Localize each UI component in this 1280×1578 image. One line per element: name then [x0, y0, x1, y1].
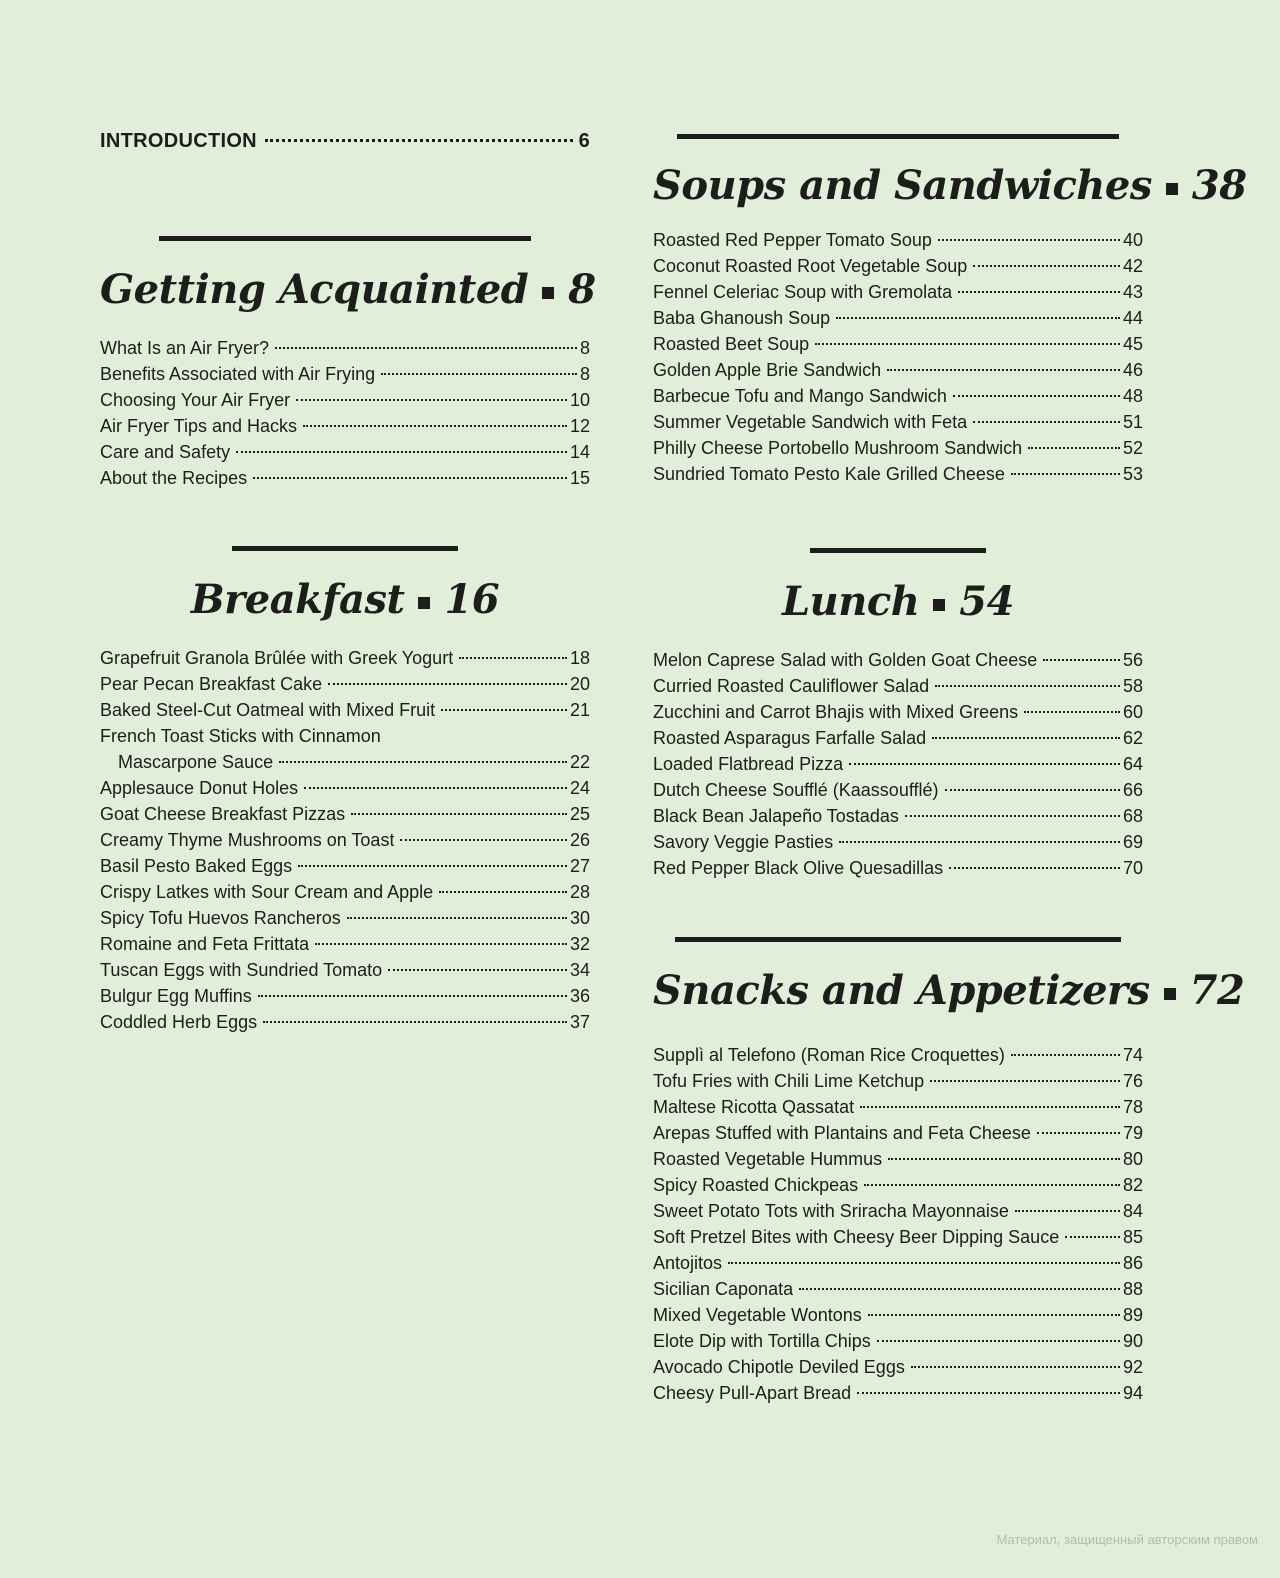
section-rule [810, 548, 986, 553]
entry-title: Crispy Latkes with Sour Cream and Apple [100, 882, 434, 902]
entry-page: 15 [569, 468, 590, 488]
entry-list [100, 645, 590, 1035]
dot-leader [932, 737, 1120, 739]
dot-leader [877, 1340, 1120, 1342]
dot-leader [930, 1080, 1120, 1082]
dot-leader [381, 373, 577, 375]
entry-title: Creamy Thyme Mushrooms on Toast [100, 830, 395, 850]
entry-title: Antojitos [653, 1253, 723, 1273]
toc-entry[interactable] [653, 279, 1143, 305]
entry-title: Spicy Tofu Huevos Rancheros [100, 908, 341, 928]
section-rule [677, 134, 1119, 139]
toc-entry[interactable] [100, 801, 590, 827]
dot-leader [1037, 1132, 1120, 1134]
toc-entry[interactable] [653, 227, 1143, 253]
toc-entry[interactable] [653, 383, 1143, 409]
entry-title: About the Recipes [100, 468, 248, 488]
dot-leader [1011, 1054, 1120, 1056]
dot-leader [459, 657, 567, 659]
dot-leader [887, 369, 1120, 371]
entry-list [653, 1042, 1143, 1406]
toc-entry[interactable] [653, 647, 1143, 673]
entry-page: 8 [579, 338, 590, 358]
dot-leader [860, 1106, 1120, 1108]
dot-leader [839, 841, 1120, 843]
entry-title: Roasted Beet Soup [653, 334, 810, 354]
square-bullet-icon [933, 599, 945, 611]
entry-page: 46 [1122, 360, 1143, 380]
entry-page: 58 [1122, 676, 1143, 696]
dot-leader [857, 1392, 1120, 1394]
entry-title: Fennel Celeriac Soup with Gremolata [653, 282, 953, 302]
entry-title: Roasted Red Pepper Tomato Soup [653, 230, 932, 250]
toc-entry[interactable] [653, 331, 1143, 357]
dot-leader [1065, 1236, 1120, 1238]
toc-entry[interactable] [653, 803, 1143, 829]
section-title: Snacks and Appetizers [653, 967, 1150, 1014]
section-title: Getting Acquainted [100, 266, 529, 313]
toc-entry[interactable] [653, 461, 1143, 487]
toc-entry[interactable] [100, 775, 590, 801]
toc-entry[interactable] [653, 1380, 1143, 1406]
entry-page: 24 [569, 778, 590, 798]
entry-page: 20 [569, 674, 590, 694]
dot-leader [328, 683, 567, 685]
toc-entry[interactable] [653, 1354, 1143, 1380]
toc-entry[interactable] [653, 1068, 1143, 1094]
entry-page: 45 [1122, 334, 1143, 354]
entry-page: 92 [1122, 1357, 1143, 1377]
entry-title: Red Pepper Black Olive Quesadillas [653, 858, 944, 878]
dot-leader [388, 969, 567, 971]
toc-entry-continuation[interactable] [100, 749, 590, 775]
entry-title: Arepas Stuffed with Plantains and Feta Cheese [653, 1123, 1031, 1143]
entry-title: Dutch Cheese Soufflé (Kaassoufflé) [653, 780, 939, 800]
square-bullet-icon [1164, 988, 1176, 1000]
dot-leader [728, 1262, 1120, 1264]
entry-title: Bulgur Egg Muffins [100, 986, 252, 1006]
section-lunch [653, 548, 1143, 881]
entry-page: 43 [1122, 282, 1143, 302]
entry-page: 82 [1122, 1175, 1143, 1195]
section-heading[interactable] [653, 962, 1245, 1020]
entry-title: Sicilian Caponata [653, 1279, 794, 1299]
entry-title: Supplì al Telefono (Roman Rice Croquettes) [653, 1045, 1005, 1065]
entry-title: Black Bean Jalapeño Tostadas [653, 806, 899, 826]
entry-title: French Toast Sticks with Cinnamon [100, 726, 381, 746]
entry-title: Choosing Your Air Fryer [100, 390, 291, 410]
entry-page: 86 [1122, 1253, 1143, 1273]
dot-leader [864, 1184, 1120, 1186]
entry-page: 8 [579, 364, 590, 384]
dot-leader [275, 347, 577, 349]
entry-title: Romaine and Feta Frittata [100, 934, 310, 954]
entry-title: Cheesy Pull-Apart Bread [653, 1383, 852, 1403]
entry-page: 27 [569, 856, 590, 876]
entry-title: Barbecue Tofu and Mango Sandwich [653, 386, 947, 406]
entry-title: Roasted Vegetable Hummus [653, 1149, 883, 1169]
entry-title: Tofu Fries with Chili Lime Ketchup [653, 1071, 925, 1091]
entry-page: 80 [1122, 1149, 1143, 1169]
section-heading[interactable] [653, 573, 1143, 631]
toc-entry[interactable] [653, 1224, 1143, 1250]
toc-entry[interactable] [100, 853, 590, 879]
entry-title: Loaded Flatbread Pizza [653, 754, 844, 774]
dot-leader [441, 709, 567, 711]
dot-leader [868, 1314, 1120, 1316]
entry-page: 10 [569, 390, 590, 410]
entry-page: 36 [569, 986, 590, 1006]
toc-entry[interactable] [653, 725, 1143, 751]
toc-entry[interactable] [653, 305, 1143, 331]
entry-page: 26 [569, 830, 590, 850]
toc-entry[interactable] [653, 1198, 1143, 1224]
dot-leader [938, 239, 1120, 241]
section-soups-sandwiches [653, 134, 1247, 487]
entry-page: 40 [1122, 230, 1143, 250]
entry-title-continued: Mascarpone Sauce [118, 752, 274, 772]
toc-entry-introduction[interactable] [100, 130, 590, 153]
toc-entry[interactable] [100, 1009, 590, 1035]
entry-page: 30 [569, 908, 590, 928]
toc-entry[interactable] [100, 983, 590, 1009]
entry-page: 84 [1122, 1201, 1143, 1221]
dot-leader [935, 685, 1120, 687]
dot-leader [351, 813, 567, 815]
toc-entry[interactable] [653, 829, 1143, 855]
toc-entry[interactable] [100, 697, 590, 723]
entry-page: 79 [1122, 1123, 1143, 1143]
dot-leader [836, 317, 1120, 319]
square-bullet-icon [418, 597, 430, 609]
toc-entry[interactable] [100, 879, 590, 905]
section-getting-acquainted [100, 236, 596, 491]
entry-title: Tuscan Eggs with Sundried Tomato [100, 960, 383, 980]
section-snacks-appetizers [653, 937, 1245, 1406]
entry-title: Coddled Herb Eggs [100, 1012, 258, 1032]
dot-leader [279, 761, 567, 763]
entry-title: Applesauce Donut Holes [100, 778, 299, 798]
entry-title: Baba Ghanoush Soup [653, 308, 831, 328]
dot-leader [298, 865, 567, 867]
entry-page: 42 [1122, 256, 1143, 276]
dot-leader [799, 1288, 1120, 1290]
dot-leader [265, 139, 573, 142]
entry-page: 32 [569, 934, 590, 954]
entry-page: 85 [1122, 1227, 1143, 1247]
toc-entry[interactable] [653, 409, 1143, 435]
entry-page: 90 [1122, 1331, 1143, 1351]
toc-entry[interactable] [653, 777, 1143, 803]
section-rule [159, 236, 531, 241]
square-bullet-icon [542, 287, 554, 299]
toc-entry[interactable] [653, 1302, 1143, 1328]
entry-title: Coconut Roasted Root Vegetable Soup [653, 256, 968, 276]
section-page: 38 [1191, 162, 1247, 209]
entry-page: 69 [1122, 832, 1143, 852]
entry-page: 48 [1122, 386, 1143, 406]
entry-list [653, 227, 1143, 487]
section-title: Lunch [782, 578, 920, 625]
section-page: 72 [1189, 967, 1245, 1014]
entry-title: Soft Pretzel Bites with Cheesy Beer Dipping Sauce [653, 1227, 1060, 1247]
section-title: Breakfast [190, 576, 405, 623]
dot-leader [905, 815, 1120, 817]
entry-page: 22 [569, 752, 590, 772]
dot-leader [1015, 1210, 1120, 1212]
toc-entry[interactable] [653, 751, 1143, 777]
toc-entry[interactable] [653, 855, 1143, 881]
toc-entry[interactable] [653, 1172, 1143, 1198]
toc-entry[interactable] [100, 335, 590, 361]
entry-page: 12 [569, 416, 590, 436]
entry-page: 25 [569, 804, 590, 824]
toc-entry[interactable] [653, 1146, 1143, 1172]
entry-page: 44 [1122, 308, 1143, 328]
entry-title: Care and Safety [100, 442, 231, 462]
dot-leader [258, 995, 567, 997]
toc-entry[interactable] [653, 357, 1143, 383]
entry-page: 18 [569, 648, 590, 668]
entry-page: 64 [1122, 754, 1143, 774]
entry-page: 14 [569, 442, 590, 462]
dot-leader [1011, 473, 1120, 475]
entry-title: Baked Steel-Cut Oatmeal with Mixed Fruit [100, 700, 436, 720]
entry-page: 68 [1122, 806, 1143, 826]
copyright-watermark: Материал, защищенный авторским правом [996, 1532, 1258, 1547]
section-heading[interactable] [100, 571, 590, 629]
dot-leader [296, 399, 567, 401]
entry-page: 76 [1122, 1071, 1143, 1091]
entry-title: Benefits Associated with Air Frying [100, 364, 376, 384]
entry-list [653, 647, 1143, 881]
entry-title: Pear Pecan Breakfast Cake [100, 674, 323, 694]
toc-entry[interactable] [100, 387, 590, 413]
section-page: 8 [568, 266, 596, 313]
toc-entry[interactable] [100, 413, 590, 439]
entry-title: Sundried Tomato Pesto Kale Grilled Cheese [653, 464, 1005, 484]
dot-leader [253, 477, 567, 479]
toc-entry[interactable] [653, 1120, 1143, 1146]
toc-entry[interactable] [100, 931, 590, 957]
dot-leader [888, 1158, 1120, 1160]
entry-title: Basil Pesto Baked Eggs [100, 856, 293, 876]
entry-title: Avocado Chipotle Deviled Eggs [653, 1357, 905, 1377]
dot-leader [315, 943, 567, 945]
section-heading[interactable] [653, 157, 1247, 215]
section-heading[interactable] [100, 261, 596, 319]
toc-entry[interactable] [100, 723, 590, 749]
entry-page: 60 [1122, 702, 1143, 722]
toc-entry[interactable] [653, 1042, 1143, 1068]
entry-title: Mixed Vegetable Wontons [653, 1305, 862, 1325]
dot-leader [815, 343, 1120, 345]
dot-leader [849, 763, 1120, 765]
entry-page: 70 [1122, 858, 1143, 878]
section-title: Soups and Sandwiches [653, 162, 1152, 209]
toc-entry[interactable] [653, 1094, 1143, 1120]
entry-title: Goat Cheese Breakfast Pizzas [100, 804, 346, 824]
section-page: 54 [959, 578, 1014, 625]
toc-entry[interactable] [653, 1276, 1143, 1302]
entry-page: 62 [1122, 728, 1143, 748]
toc-entry[interactable] [653, 673, 1143, 699]
dot-leader [439, 891, 567, 893]
entry-page: 34 [569, 960, 590, 980]
entry-title: Zucchini and Carrot Bhajis with Mixed Greens [653, 702, 1019, 722]
toc-entry[interactable] [100, 957, 590, 983]
entry-page: 66 [1122, 780, 1143, 800]
dot-leader [1028, 447, 1120, 449]
entry-page: 51 [1122, 412, 1143, 432]
dot-leader [347, 917, 567, 919]
entry-page: 88 [1122, 1279, 1143, 1299]
entry-title: Spicy Roasted Chickpeas [653, 1175, 859, 1195]
entry-page: 37 [569, 1012, 590, 1032]
intro-page: 6 [578, 130, 590, 152]
entry-page: 21 [569, 700, 590, 720]
dot-leader [953, 395, 1120, 397]
toc-entry[interactable] [653, 435, 1143, 461]
entry-title: Philly Cheese Portobello Mushroom Sandwich [653, 438, 1023, 458]
dot-leader [958, 291, 1120, 293]
dot-leader [263, 1021, 567, 1023]
dot-leader [973, 421, 1120, 423]
toc-entry[interactable] [100, 671, 590, 697]
dot-leader [1024, 711, 1120, 713]
entry-title: Grapefruit Granola Brûlée with Greek Yogurt [100, 648, 454, 668]
section-rule [232, 546, 458, 551]
entry-page: 56 [1122, 650, 1143, 670]
entry-title: Curried Roasted Cauliflower Salad [653, 676, 930, 696]
entry-page: 94 [1122, 1383, 1143, 1403]
dot-leader [973, 265, 1120, 267]
entry-title: Sweet Potato Tots with Sriracha Mayonnaise [653, 1201, 1009, 1221]
dot-leader [303, 425, 567, 427]
toc-entry[interactable] [653, 699, 1143, 725]
entry-list [100, 335, 590, 491]
toc-entry[interactable] [653, 253, 1143, 279]
dot-leader [949, 867, 1120, 869]
section-rule [675, 937, 1121, 942]
dot-leader [304, 787, 567, 789]
toc-entry[interactable] [100, 905, 590, 931]
dot-leader [945, 789, 1120, 791]
entry-page: 28 [569, 882, 590, 902]
dot-leader [400, 839, 567, 841]
square-bullet-icon [1166, 183, 1178, 195]
entry-title: Air Fryer Tips and Hacks [100, 416, 298, 436]
toc-entry[interactable] [653, 1250, 1143, 1276]
entry-page: 52 [1122, 438, 1143, 458]
intro-label: INTRODUCTION [100, 130, 257, 152]
entry-title: Maltese Ricotta Qassatat [653, 1097, 855, 1117]
entry-page: 78 [1122, 1097, 1143, 1117]
dot-leader [236, 451, 567, 453]
entry-title: Golden Apple Brie Sandwich [653, 360, 882, 380]
section-page: 16 [444, 576, 500, 623]
entry-page: 89 [1122, 1305, 1143, 1325]
toc-entry[interactable] [100, 465, 590, 491]
entry-title: What Is an Air Fryer? [100, 338, 270, 358]
entry-title: Summer Vegetable Sandwich with Feta [653, 412, 968, 432]
entry-page: 74 [1122, 1045, 1143, 1065]
toc-entry[interactable] [100, 827, 590, 853]
dot-leader [911, 1366, 1120, 1368]
entry-title: Melon Caprese Salad with Golden Goat Cheese [653, 650, 1038, 670]
toc-entry[interactable] [653, 1328, 1143, 1354]
dot-leader [1043, 659, 1120, 661]
toc-entry[interactable] [100, 439, 590, 465]
toc-entry[interactable] [100, 645, 590, 671]
entry-title: Savory Veggie Pasties [653, 832, 834, 852]
entry-title: Elote Dip with Tortilla Chips [653, 1331, 871, 1351]
section-breakfast [100, 546, 590, 1035]
entry-title: Roasted Asparagus Farfalle Salad [653, 728, 927, 748]
toc-entry[interactable] [100, 361, 590, 387]
entry-page: 53 [1122, 464, 1143, 484]
